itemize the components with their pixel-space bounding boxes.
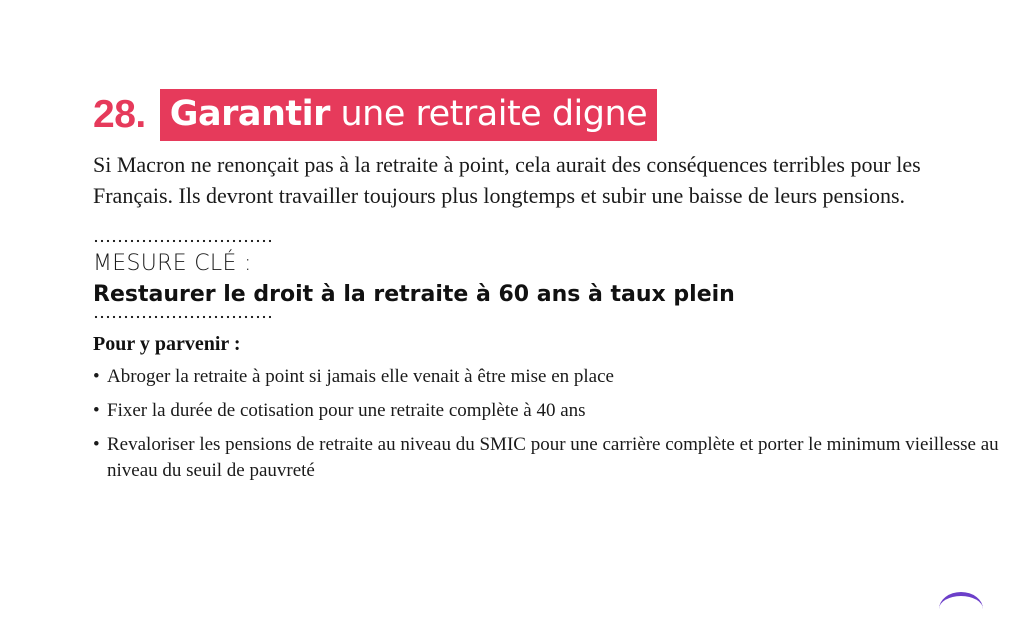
list-item: • Abroger la retraite à point si jamais elle venait à être mise en place xyxy=(93,364,1003,390)
section-title-rest: une retraite digne xyxy=(329,94,648,134)
dotted-divider-top xyxy=(93,239,271,243)
key-measure: Restaurer le droit à la retraite à 60 ans à taux plein xyxy=(93,282,735,307)
section-number: 28. xyxy=(93,93,146,136)
corner-decoration xyxy=(939,592,983,626)
measure-list xyxy=(93,364,1003,484)
list-item: • Revaloriser les pensions de retraite au niveau du SMIC pour une carrière complète et porter le minimum vieillesse au niveau du seuil de pauvreté xyxy=(93,432,1003,484)
dotted-divider-bottom xyxy=(93,315,271,319)
section-title-bold: Garantir xyxy=(169,94,330,134)
document-page xyxy=(93,88,1003,492)
section-heading xyxy=(93,88,1003,142)
list-item: • Fixer la durée de cotisation pour une retraite complète à 40 ans xyxy=(93,398,1003,424)
intro-paragraph: Si Macron ne renonçait pas à la retraite à point, cela aurait des conséquences terribles pour les Français. Ils devront travailler toujours plus longtemps et subir une baisse de leurs pensions. xyxy=(93,152,921,208)
section-title-banner xyxy=(160,89,657,141)
mesure-label: MESURE CLÉ : xyxy=(93,251,252,276)
means-label: Pour y parvenir : xyxy=(93,333,241,355)
